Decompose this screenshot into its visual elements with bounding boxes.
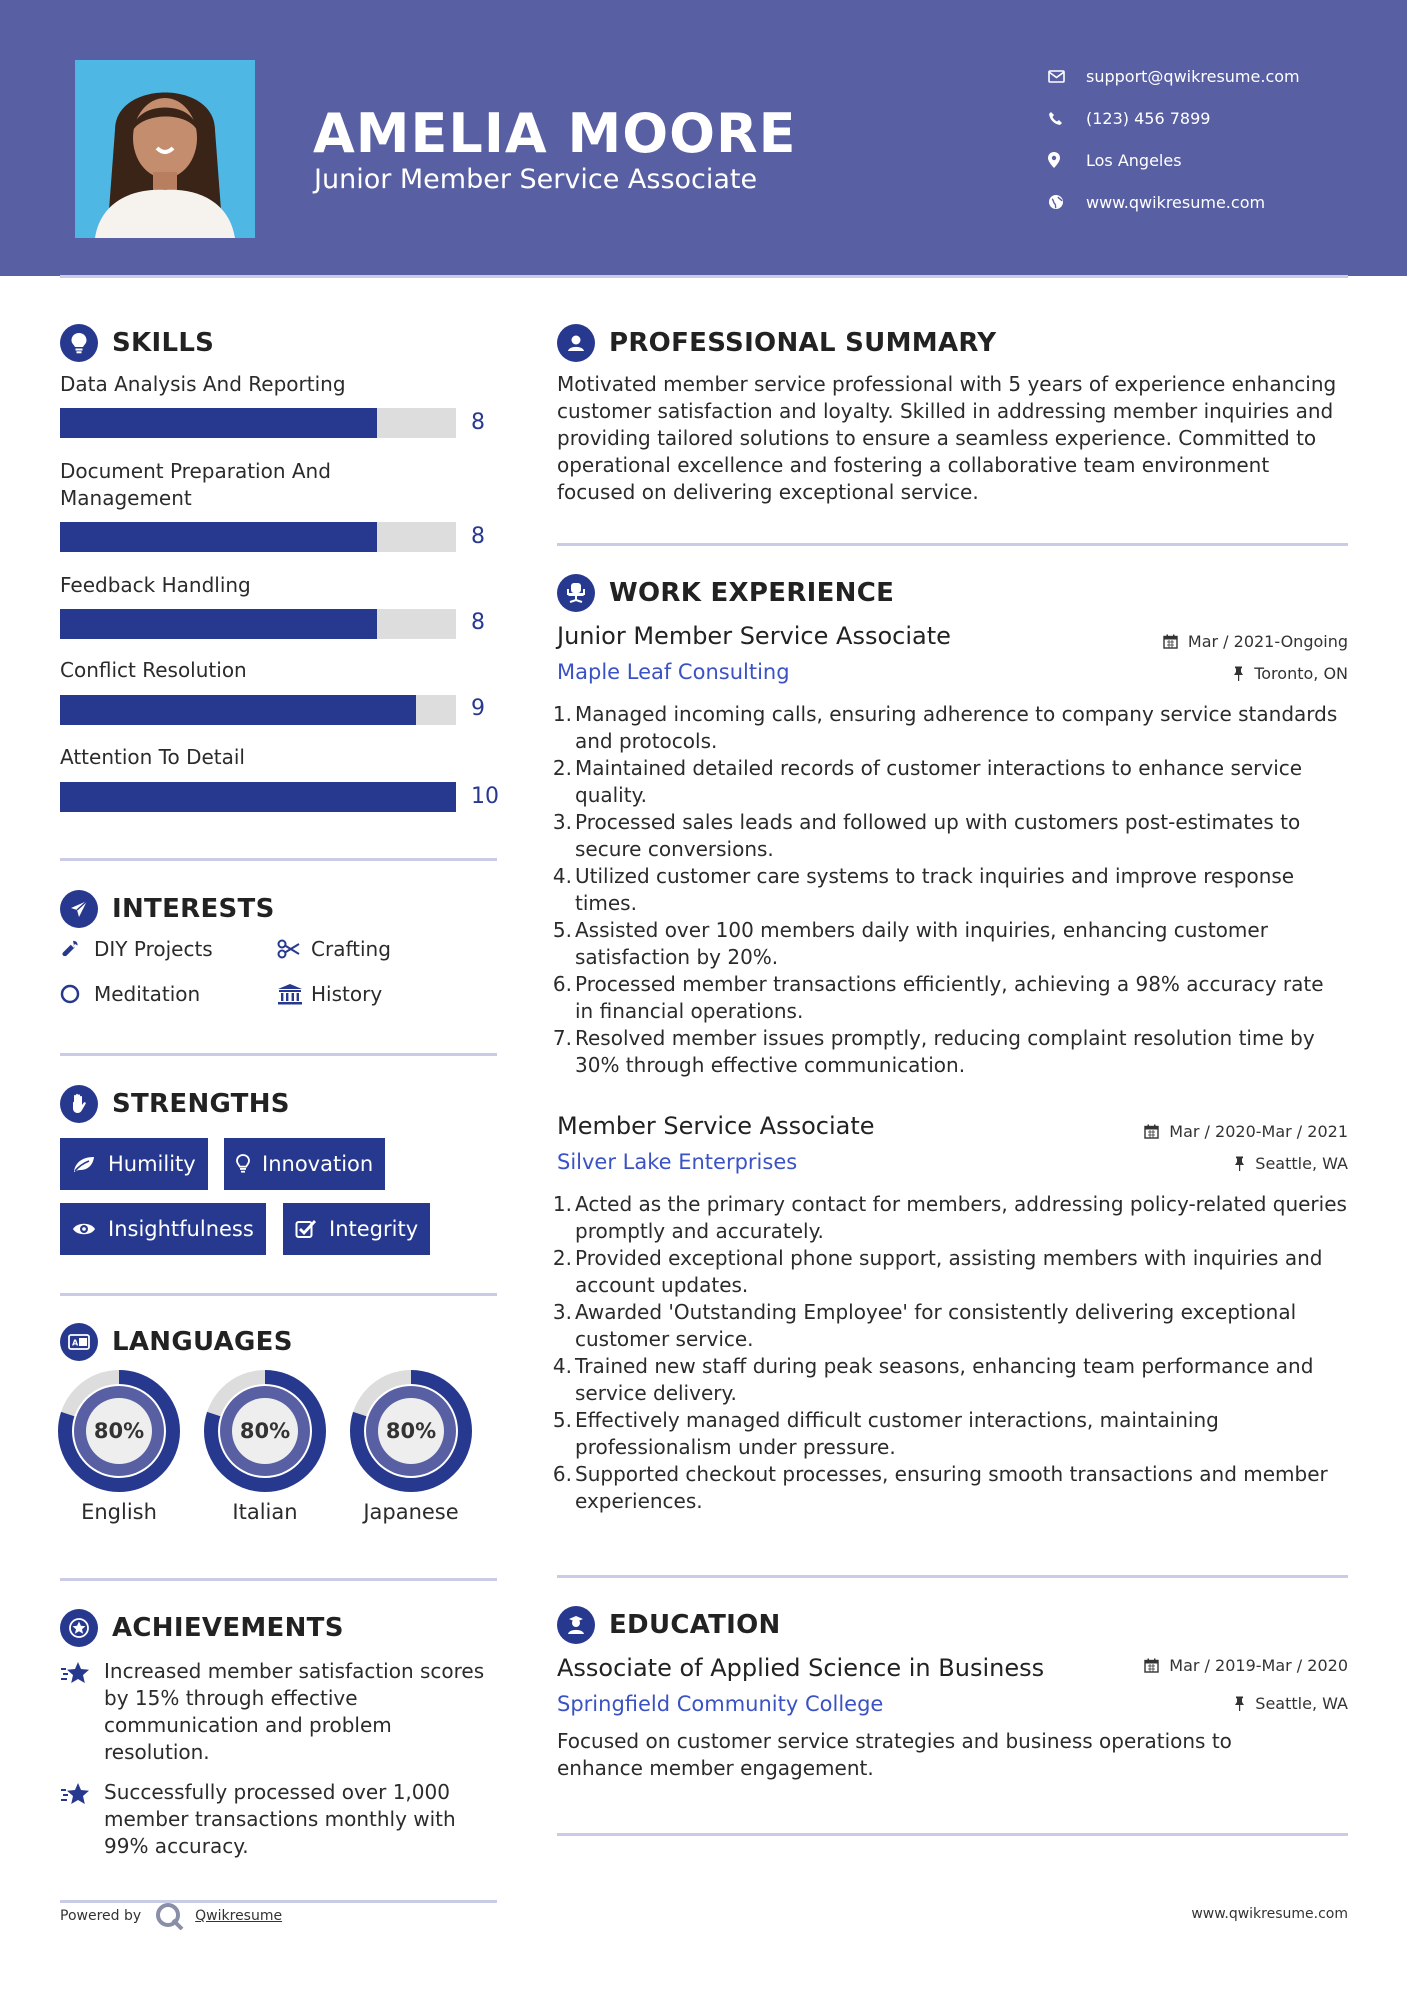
- hand-icon: [60, 1085, 98, 1123]
- contact-email[interactable]: [1048, 55, 1300, 97]
- skill-bar: [60, 695, 456, 725]
- language-name: English: [81, 1500, 157, 1524]
- skill-bar-fill: [60, 522, 377, 552]
- section-divider: [60, 1053, 497, 1056]
- contact-location-text: Los Angeles: [1086, 150, 1182, 170]
- footer-website[interactable]: www.qwikresume.com: [1191, 1906, 1348, 1922]
- calendar-icon: [1163, 634, 1178, 649]
- pushpin-icon: [1233, 666, 1244, 681]
- job-bullet: 6. Processed member transactions efficiently, achieving a 98% accuracy rate in financial operations.: [552, 972, 1324, 1023]
- job-bullet: 1. Acted as the primary contact for members, addressing policy-related queries promptly and accurately.: [552, 1192, 1347, 1243]
- contact-email-text: support@qwikresume.com: [1086, 66, 1300, 86]
- interest-item: History: [277, 982, 382, 1006]
- skill-bar-fill: [60, 782, 456, 812]
- skill-label: Document Preparation And Management: [60, 459, 331, 510]
- graduate-icon: [557, 1606, 595, 1644]
- summary-text: Motivated member service professional with 5 years of experience enhancing customer satisfaction and loyalty. Skilled in addressing member inquiries and providing tailored solutions to ensure a seamless experience. Committed to operational excellence and fostering a collaborative team environment focused on delivering exceptional service.: [557, 372, 1337, 504]
- job-bullet: 3. Awarded 'Outstanding Employee' for consistently delivering exceptional customer service.: [552, 1300, 1297, 1351]
- user-icon: [557, 324, 595, 362]
- strengths-heading: STRENGTHS: [60, 1085, 290, 1123]
- interest-item: Meditation: [60, 982, 200, 1006]
- phone-icon: [1048, 111, 1086, 126]
- scissors-icon: [277, 939, 311, 959]
- candidate-title: Junior Member Service Associate: [314, 164, 758, 195]
- job-location: Toronto, ON: [1233, 664, 1348, 683]
- skill-value: 8: [471, 524, 485, 549]
- education-school[interactable]: Springfield Community College: [557, 1692, 884, 1716]
- job-bullets: [552, 701, 1347, 1079]
- footer-powered-by: [60, 1902, 282, 1930]
- contact-phone[interactable]: [1048, 97, 1300, 139]
- leaf-icon: [72, 1155, 96, 1173]
- skill-bar-fill: [60, 695, 416, 725]
- strength-chip: Insightfulness: [60, 1203, 266, 1255]
- job-company[interactable]: Maple Leaf Consulting: [557, 660, 790, 684]
- resume-header: [0, 0, 1407, 276]
- section-divider: [60, 858, 497, 861]
- job-role: Junior Member Service Associate: [557, 622, 951, 650]
- education-dates: Mar / 2019-Mar / 2020: [1144, 1656, 1348, 1675]
- wrench-icon: [60, 939, 94, 959]
- star-icon: [60, 1658, 104, 1766]
- skill-value: 9: [471, 696, 485, 721]
- job-bullet: 3. Processed sales leads and followed up with customers post-estimates to secure conversions.: [552, 810, 1301, 861]
- strength-chip: Innovation: [224, 1138, 385, 1190]
- language-percent: 80%: [239, 1419, 291, 1443]
- languages-heading: A LANGUAGES: [60, 1323, 293, 1361]
- job-dates: Mar / 2020-Mar / 2021: [1144, 1122, 1348, 1141]
- mail-icon: [1048, 70, 1086, 83]
- skill-label: Feedback Handling: [60, 573, 251, 597]
- pushpin-icon: [1234, 1156, 1245, 1171]
- star-icon: [60, 1779, 104, 1860]
- section-divider: [557, 543, 1348, 546]
- education-degree: Associate of Applied Science in Business: [557, 1654, 1045, 1682]
- skill-label: Data Analysis And Reporting: [60, 372, 346, 396]
- job-bullet: 7. Resolved member issues promptly, reducing complaint resolution time by 30% through effective communication.: [552, 1026, 1315, 1077]
- job-bullets: [552, 1191, 1347, 1515]
- contact-location: [1048, 139, 1300, 181]
- skill-value: 8: [471, 410, 485, 435]
- job-bullet: 2. Maintained detailed records of customer interactions to enhance service quality.: [552, 756, 1303, 807]
- skill-bar-fill: [60, 609, 377, 639]
- job-bullet: 2. Provided exceptional phone support, assisting members with inquiries and account updates.: [552, 1246, 1323, 1297]
- section-divider: [60, 1293, 497, 1296]
- education-description: Focused on customer service strategies and business operations to enhance member engagement.: [557, 1729, 1232, 1780]
- skill-bar: [60, 408, 456, 438]
- skill-bar: [60, 782, 456, 812]
- header-divider: [60, 275, 1348, 278]
- job-bullet: 4. Utilized customer care systems to track inquiries and improve response times.: [552, 864, 1295, 915]
- globe-icon: [1048, 194, 1086, 210]
- job-bullet: 5. Effectively managed difficult customer interactions, maintaining professionalism under pressure.: [552, 1408, 1219, 1459]
- skill-bar: [60, 522, 456, 552]
- interest-item: Crafting: [277, 937, 391, 961]
- language-icon: [60, 1323, 98, 1361]
- skill-value: 10: [471, 784, 499, 809]
- profile-photo: [75, 60, 255, 238]
- contact-list: [1048, 55, 1300, 223]
- contact-website[interactable]: [1048, 181, 1300, 223]
- lightbulb-icon: [236, 1154, 250, 1174]
- footer-brand-link[interactable]: Qwikresume: [195, 1908, 283, 1924]
- interests-heading: INTERESTS: [60, 890, 275, 928]
- education-heading: EDUCATION: [557, 1606, 781, 1644]
- language-item: [350, 1370, 472, 1524]
- education-location: Seattle, WA: [1234, 1694, 1348, 1713]
- language-name: Japanese: [363, 1500, 459, 1524]
- candidate-name: AMELIA MOORE: [313, 102, 797, 165]
- skill-value: 8: [471, 610, 485, 635]
- qwikresume-logo-icon: [155, 1902, 185, 1930]
- section-divider: [557, 1833, 1348, 1836]
- office-chair-icon: [557, 574, 595, 612]
- museum-icon: [277, 983, 311, 1005]
- svg-text:A: A: [72, 1338, 79, 1348]
- job-bullet: 5. Assisted over 100 members daily with inquiries, enhancing customer satisfaction by 20%.: [552, 918, 1268, 969]
- map-pin-icon: [1048, 152, 1086, 168]
- job-bullet: 6. Supported checkout processes, ensuring smooth transactions and member experiences.: [552, 1462, 1328, 1513]
- job-dates: Mar / 2021-Ongoing: [1163, 632, 1348, 651]
- circle-icon: [60, 984, 94, 1004]
- interest-item: DIY Projects: [60, 937, 213, 961]
- job-bullet: 4. Trained new staff during peak seasons, enhancing team performance and service delivery.: [552, 1354, 1314, 1405]
- skill-bar-fill: [60, 408, 377, 438]
- eye-icon: [72, 1221, 96, 1237]
- strength-chip: Integrity: [283, 1203, 430, 1255]
- pushpin-icon: [1234, 1696, 1245, 1711]
- skill-label: Attention To Detail: [60, 745, 245, 769]
- star-badge-icon: [60, 1609, 98, 1647]
- skill-bar: [60, 609, 456, 639]
- job-role: Member Service Associate: [557, 1112, 875, 1140]
- language-percent: 80%: [93, 1419, 145, 1443]
- skills-heading: SKILLS: [60, 324, 214, 362]
- language-name: Italian: [232, 1500, 298, 1524]
- strength-chip: Humility: [60, 1138, 208, 1190]
- calendar-icon: [1144, 1124, 1159, 1139]
- calendar-icon: [1144, 1658, 1159, 1673]
- experience-heading: WORK EXPERIENCE: [557, 574, 894, 612]
- skill-label: Conflict Resolution: [60, 658, 247, 682]
- contact-phone-text: (123) 456 7899: [1086, 108, 1211, 128]
- achievement-item: Successfully processed over 1,000 member transactions monthly with 99% accuracy.: [60, 1779, 500, 1860]
- paper-plane-icon: [60, 890, 98, 928]
- contact-website-text: www.qwikresume.com: [1086, 192, 1266, 212]
- summary-heading: PROFESSIONAL SUMMARY: [557, 324, 996, 362]
- achievement-item: Increased member satisfaction scores by 15% through effective communication and problem resolution.: [60, 1658, 500, 1766]
- job-company[interactable]: Silver Lake Enterprises: [557, 1150, 798, 1174]
- language-item: [204, 1370, 326, 1524]
- language-item: [58, 1370, 180, 1524]
- check-square-icon: [295, 1219, 317, 1239]
- section-divider: [557, 1575, 1348, 1578]
- powered-by-text: Powered by: [60, 1908, 142, 1924]
- section-divider: [60, 1578, 497, 1581]
- language-percent: 80%: [385, 1419, 437, 1443]
- job-bullet: 1. Managed incoming calls, ensuring adherence to company service standards and protocols.: [552, 702, 1338, 753]
- job-location: Seattle, WA: [1234, 1154, 1348, 1173]
- lightbulb-icon: [60, 324, 98, 362]
- achievements-heading: ACHIEVEMENTS: [60, 1609, 344, 1647]
